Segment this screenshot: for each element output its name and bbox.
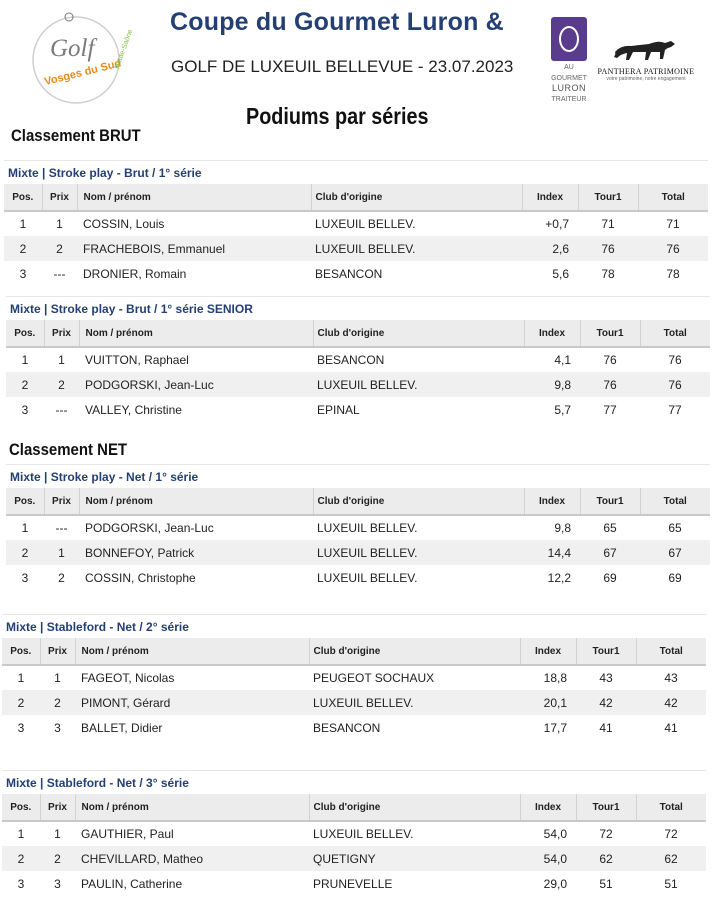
name-cell: GAUTHIER, Paul [81, 827, 174, 841]
prix-cell: 1 [44, 540, 79, 565]
name-cell: BALLET, Didier [81, 720, 163, 735]
club-cell: PEUGEOT SOCHAUX [313, 671, 435, 685]
index-cell: 54,0 [543, 827, 567, 841]
tour-cell: 72 [599, 827, 613, 841]
total-header: Total [640, 488, 710, 515]
index-cell: +0,7 [545, 217, 569, 231]
tour-header: Tour1 [580, 488, 640, 515]
results-grid [6, 320, 710, 422]
total-cell: 43 [664, 671, 678, 685]
pos-cell: 2 [6, 372, 44, 397]
total-cell: 76 [668, 353, 682, 367]
event-subtitle: GOLF DE LUXEUIL BELLEVUE - 23.07.2023 [171, 57, 514, 76]
table-row [6, 372, 710, 397]
prix-cell: --- [55, 402, 68, 417]
results-table [6, 464, 710, 590]
total-cell: 72 [664, 827, 678, 841]
total-cell: 67 [640, 540, 710, 565]
total-cell: 76 [640, 372, 710, 397]
pos-cell: 3 [17, 720, 25, 735]
table-header-row [2, 638, 706, 665]
results-table [6, 296, 710, 422]
tour-cell: 43 [599, 671, 613, 685]
logo-sub: Haute-Saône [113, 28, 135, 70]
table-row [2, 690, 706, 715]
total-header: Total [638, 184, 708, 211]
gourmet-l4: TRAITEUR [551, 96, 587, 103]
gourmet-l1: AU [564, 64, 574, 71]
series-title: Mixte | Stableford - Net / 3° série [2, 770, 706, 794]
total-cell: 69 [668, 570, 682, 585]
table-row [2, 665, 706, 690]
club-cell: LUXEUIL BELLEV. [313, 827, 414, 841]
index-header: Index [522, 184, 578, 211]
prix-header: Prix [42, 184, 77, 211]
prix-cell: 1 [56, 217, 63, 231]
series-title: Mixte | Stroke play - Brut / 1° série SENIOR [6, 296, 710, 320]
table-header-row [6, 488, 710, 515]
tour-cell: 77 [603, 402, 617, 417]
pos-cell: 3 [19, 266, 27, 281]
club-cell: QUETIGNY [309, 846, 520, 871]
tour-cell: 42 [576, 690, 636, 715]
club-cell: LUXEUIL BELLEV. [317, 570, 418, 585]
prix-header: Prix [40, 794, 75, 821]
table-row [2, 715, 706, 740]
name-cell: FRACHEBOIS, Emmanuel [77, 236, 311, 261]
tour-cell: 41 [599, 720, 613, 735]
club-cell: PRUNEVELLE [313, 876, 393, 891]
name-cell: VUITTON, Raphael [85, 353, 189, 367]
tour-cell: 65 [603, 521, 617, 535]
pos-cell: 3 [21, 570, 29, 585]
table-row [2, 846, 706, 871]
table-row [6, 515, 710, 540]
results-grid [2, 638, 706, 740]
prix-cell: --- [55, 521, 68, 535]
podium-heading: Podiums par séries [246, 103, 429, 129]
prix-cell: 2 [40, 690, 75, 715]
name-cell: DRONIER, Romain [83, 266, 187, 281]
table-header-row [4, 184, 708, 211]
index-cell: 5,6 [552, 266, 569, 281]
club-header: Club d'origine [313, 320, 524, 347]
table-row [6, 347, 710, 372]
pos-header: Pos. [6, 488, 44, 515]
index-header: Index [520, 638, 576, 665]
index-cell: 5,7 [554, 402, 571, 417]
pos-cell: 3 [21, 402, 29, 417]
table-header-row [2, 794, 706, 821]
name-cell: CHEVILLARD, Matheo [75, 846, 309, 871]
prix-header: Prix [40, 638, 75, 665]
name-cell: BONNEFOY, Patrick [79, 540, 313, 565]
prix-cell: 3 [54, 876, 61, 891]
classement-net-heading: Classement NET [9, 440, 128, 459]
series-title: Mixte | Stableford - Net / 2° série [2, 614, 706, 638]
name-header: Nom / prénom [79, 488, 313, 515]
logo-golf-word: Golf [50, 35, 95, 62]
pos-header: Pos. [4, 184, 42, 211]
gourmet-l3: LURON [551, 83, 586, 93]
name-cell: PODGORSKI, Jean-Luc [85, 521, 214, 535]
panthera-name: PANTHERA PATRIMOINE [597, 67, 695, 76]
tour-header: Tour1 [576, 638, 636, 665]
results-table [2, 614, 706, 740]
table-row [4, 211, 708, 236]
logo-region: Vosges du Sud [43, 57, 123, 89]
total-cell: 78 [666, 266, 680, 281]
total-cell: 76 [638, 236, 708, 261]
club-cell: EPINAL [317, 402, 360, 417]
name-header: Nom / prénom [75, 638, 309, 665]
club-header: Club d'origine [309, 638, 520, 665]
tour-header: Tour1 [580, 320, 640, 347]
total-cell: 62 [636, 846, 706, 871]
table-row [6, 397, 710, 422]
club-header: Club d'origine [309, 794, 520, 821]
club-cell: BESANCON [317, 353, 385, 367]
pos-cell: 3 [17, 876, 25, 891]
index-cell: 18,8 [543, 671, 567, 685]
panthera-tagline: votre patrimoine, notre engagement [606, 76, 686, 82]
tour-header: Tour1 [576, 794, 636, 821]
index-header: Index [520, 794, 576, 821]
index-cell: 9,8 [524, 372, 580, 397]
total-cell: 41 [664, 720, 678, 735]
tour-cell: 67 [580, 540, 640, 565]
name-cell: COSSIN, Christophe [85, 570, 196, 585]
table-row [2, 871, 706, 896]
tour-header: Tour1 [578, 184, 638, 211]
tour-cell: 51 [599, 876, 613, 891]
index-cell: 2,6 [522, 236, 578, 261]
pos-cell: 2 [2, 690, 40, 715]
page-title: Coupe du Gourmet Luron & [170, 8, 504, 36]
table-row [6, 540, 710, 565]
prix-cell: 3 [54, 720, 61, 735]
club-header: Club d'origine [311, 184, 522, 211]
table-row [6, 565, 710, 590]
tour-cell: 76 [578, 236, 638, 261]
name-cell: COSSIN, Louis [83, 217, 165, 231]
club-cell: LUXEUIL BELLEV. [317, 521, 418, 535]
tour-cell: 62 [576, 846, 636, 871]
series-title: Mixte | Stroke play - Net / 1° série [6, 464, 710, 488]
prix-cell: 2 [42, 236, 77, 261]
results-grid [4, 184, 708, 286]
index-header: Index [524, 488, 580, 515]
classement-brut-heading: Classement BRUT [11, 126, 141, 145]
total-header: Total [636, 794, 706, 821]
club-cell: LUXEUIL BELLEV. [313, 540, 524, 565]
total-header: Total [640, 320, 710, 347]
total-header: Total [636, 638, 706, 665]
prix-header: Prix [44, 320, 79, 347]
gourmet-luron-logo [548, 17, 590, 101]
pos-cell: 2 [6, 540, 44, 565]
club-cell: BESANCON [315, 266, 383, 281]
pos-cell: 2 [4, 236, 42, 261]
club-cell: LUXEUIL BELLEV. [315, 217, 416, 231]
prix-cell: 2 [44, 372, 79, 397]
prix-cell: 1 [58, 353, 65, 367]
index-cell: 14,4 [524, 540, 580, 565]
tour-cell: 71 [601, 217, 615, 231]
club-header: Club d'origine [313, 488, 524, 515]
table-row [2, 821, 706, 846]
index-cell: 29,0 [543, 876, 567, 891]
total-cell: 65 [668, 521, 682, 535]
name-cell: FAGEOT, Nicolas [81, 671, 175, 685]
table-row [4, 261, 708, 286]
pos-cell: 1 [19, 217, 27, 231]
series-title: Mixte | Stroke play - Brut / 1° série [4, 160, 708, 184]
index-cell: 54,0 [520, 846, 576, 871]
prix-header: Prix [44, 488, 79, 515]
index-cell: 17,7 [543, 720, 567, 735]
results-table [2, 770, 706, 896]
total-cell: 71 [666, 217, 680, 231]
club-cell: LUXEUIL BELLEV. [313, 372, 524, 397]
pos-header: Pos. [2, 794, 40, 821]
results-grid [2, 794, 706, 896]
club-cell: LUXEUIL BELLEV. [309, 690, 520, 715]
results-table [4, 160, 708, 286]
name-cell: PIMONT, Gérard [75, 690, 309, 715]
golf-vosges-du-sud-logo [24, 6, 142, 110]
total-cell: 42 [636, 690, 706, 715]
name-cell: VALLEY, Christine [85, 402, 182, 417]
prix-cell: 1 [54, 827, 61, 841]
club-cell: BESANCON [313, 720, 381, 735]
total-cell: 51 [664, 876, 678, 891]
pos-header: Pos. [2, 638, 40, 665]
name-cell: PODGORSKI, Jean-Luc [79, 372, 313, 397]
panthera-patrimoine-logo [596, 38, 696, 83]
gourmet-l2: GOURMET [551, 75, 587, 82]
panther-icon [611, 38, 681, 62]
prix-cell: 2 [58, 570, 65, 585]
name-header: Nom / prénom [79, 320, 313, 347]
pos-cell: 1 [17, 827, 25, 841]
table-row [4, 236, 708, 261]
index-cell: 4,1 [554, 353, 571, 367]
name-header: Nom / prénom [75, 794, 309, 821]
prix-cell: --- [53, 266, 66, 281]
pos-cell: 1 [21, 353, 29, 367]
tour-cell: 78 [601, 266, 615, 281]
tour-cell: 76 [580, 372, 640, 397]
club-cell: LUXEUIL BELLEV. [311, 236, 522, 261]
total-cell: 77 [668, 402, 682, 417]
tour-cell: 76 [603, 353, 617, 367]
pos-cell: 1 [17, 671, 25, 685]
index-cell: 12,2 [547, 570, 571, 585]
name-header: Nom / prénom [77, 184, 311, 211]
name-cell: PAULIN, Catherine [81, 876, 183, 891]
table-header-row [6, 320, 710, 347]
results-grid [6, 488, 710, 590]
prix-cell: 2 [40, 846, 75, 871]
index-header: Index [524, 320, 580, 347]
tour-cell: 69 [603, 570, 617, 585]
index-cell: 20,1 [520, 690, 576, 715]
pos-cell: 2 [2, 846, 40, 871]
pos-cell: 1 [21, 521, 29, 535]
pos-header: Pos. [6, 320, 44, 347]
prix-cell: 1 [54, 671, 61, 685]
index-cell: 9,8 [554, 521, 571, 535]
